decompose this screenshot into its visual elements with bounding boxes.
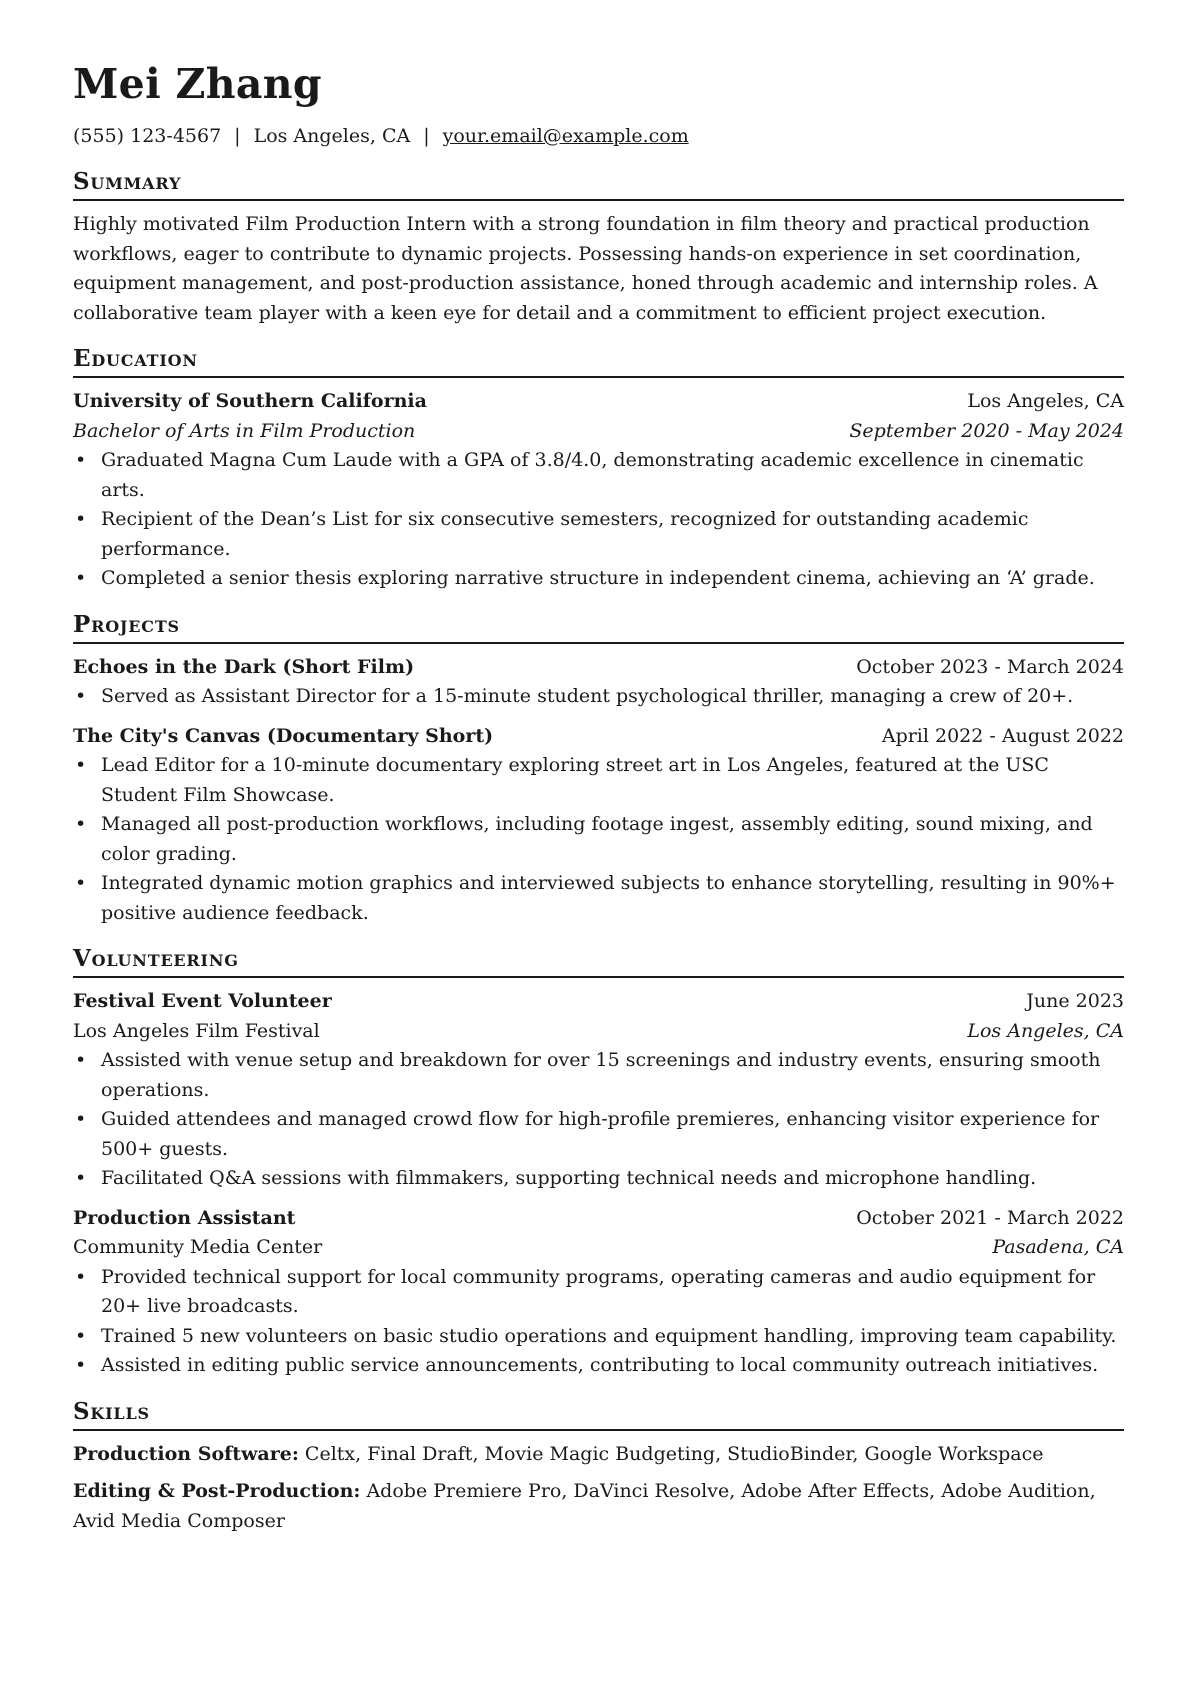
volunteer-title: Production Assistant <box>73 1206 296 1229</box>
list-item: • Recipient of the Dean’s List for six consecutive semesters, recognized for outstanding academic performance. <box>101 505 1124 564</box>
list-item: • Assisted with venue setup and breakdown for over 15 screenings and industry events, ensuring smooth operations. <box>101 1046 1124 1105</box>
education-heading: Education <box>73 344 1124 378</box>
skill-line <box>73 1477 1124 1536</box>
education-location: Los Angeles, CA <box>967 390 1124 412</box>
education-header-row <box>73 387 1124 417</box>
list-item: • Assisted in editing public service announcements, contributing to local community outreach initiatives. <box>101 1351 1124 1381</box>
volunteer-dates: June 2023 <box>1026 990 1124 1012</box>
contact-email-link[interactable]: your.email@example.com <box>442 125 689 147</box>
volunteer-bullets <box>73 1263 1124 1381</box>
volunteer-org-row <box>73 1017 1124 1047</box>
volunteering-heading: Volunteering <box>73 944 1124 978</box>
education-entry <box>73 387 1124 594</box>
volunteer-dates: October 2021 - March 2022 <box>856 1206 1124 1229</box>
project-header-row <box>73 653 1124 683</box>
projects-section <box>73 610 1124 929</box>
project-dates: October 2023 - March 2024 <box>856 655 1124 678</box>
education-bullets <box>73 446 1124 594</box>
skill-label: Editing & Post-Production: <box>73 1480 361 1502</box>
project-title: Echoes in the Dark (Short Film) <box>73 655 415 678</box>
volunteer-header-row <box>73 987 1124 1017</box>
education-dates: September 2020 - May 2024 <box>849 419 1124 442</box>
project-bullets <box>73 682 1124 712</box>
project-header-row <box>73 722 1124 752</box>
volunteering-section <box>73 944 1124 1381</box>
skills-heading: Skills <box>73 1397 1124 1431</box>
list-item: • Managed all post-production workflows, including footage ingest, assembly editing, sound mixing, and color grading. <box>101 810 1124 869</box>
skills-section <box>73 1397 1124 1537</box>
volunteer-entry <box>73 1204 1124 1381</box>
volunteer-title: Festival Event Volunteer <box>73 990 332 1012</box>
volunteer-location: Los Angeles, CA <box>967 1019 1124 1042</box>
summary-heading: Summary <box>73 167 1124 201</box>
project-title: The City's Canvas (Documentary Short) <box>73 724 494 747</box>
list-item: • Served as Assistant Director for a 15-minute student psychological thriller, managing a crew of 20+. <box>101 682 1124 712</box>
resume-page <box>73 58 1124 1536</box>
summary-section <box>73 167 1124 328</box>
resume-name: Mei Zhang <box>73 60 322 108</box>
list-item: • Facilitated Q&A sessions with filmmakers, supporting technical needs and microphone handling. <box>101 1164 1124 1194</box>
contact-line <box>73 122 1124 150</box>
volunteer-entry <box>73 987 1124 1194</box>
project-entry <box>73 722 1124 929</box>
list-item: • Guided attendees and managed crowd flow for high-profile premieres, enhancing visitor experience for 500+ guests. <box>101 1105 1124 1164</box>
volunteer-org: Los Angeles Film Festival <box>73 1019 320 1042</box>
volunteer-location: Pasadena, CA <box>992 1236 1124 1258</box>
skill-line <box>73 1440 1124 1470</box>
list-item: • Lead Editor for a 10-minute documentary exploring street art in Los Angeles, featured at the USC Student Film Showcase. <box>101 751 1124 810</box>
project-entry <box>73 653 1124 712</box>
list-item: • Completed a senior thesis exploring narrative structure in independent cinema, achieving an ‘A’ grade. <box>101 564 1124 594</box>
volunteer-org-row <box>73 1233 1124 1263</box>
education-degree-row <box>73 417 1124 447</box>
skill-value: Adobe Premiere Pro, DaVinci Resolve, Adobe After Effects, Adobe Audition, Avid Media Composer <box>73 1480 1096 1532</box>
volunteer-bullets <box>73 1046 1124 1194</box>
education-degree: Bachelor of Arts in Film Production <box>73 419 416 442</box>
skill-value: Celtx, Final Draft, Movie Magic Budgeting, StudioBinder, Google Workspace <box>304 1442 1044 1465</box>
volunteer-header-row <box>73 1204 1124 1234</box>
list-item: • Graduated Magna Cum Laude with a GPA of 3.8/4.0, demonstrating academic excellence in cinematic arts. <box>101 446 1124 505</box>
volunteer-org: Community Media Center <box>73 1236 323 1258</box>
list-item: • Provided technical support for local community programs, operating cameras and audio equipment for 20+ live broadcasts. <box>101 1263 1124 1322</box>
contact-separator: | <box>423 125 430 147</box>
summary-text: Highly motivated Film Production Intern with a strong foundation in film theory and practical production workflows, eager to contribute to dynamic projects. Possessing hands-on experience in set coordination, equipment management, and post-production assistance, honed through academic and internship roles. A collaborative team player with a keen eye for detail and a commitment to efficient project execution. <box>73 213 1098 324</box>
contact-location: Los Angeles, CA <box>253 125 411 147</box>
contact-separator: | <box>234 125 241 147</box>
skill-label: Production Software: <box>73 1442 299 1465</box>
project-dates: April 2022 - August 2022 <box>881 724 1124 747</box>
contact-phone: (555) 123-4567 <box>73 125 222 147</box>
project-bullets <box>73 751 1124 928</box>
list-item: • Integrated dynamic motion graphics and interviewed subjects to enhance storytelling, resulting in 90%+ positive audience feedback. <box>101 869 1124 928</box>
list-item: • Trained 5 new volunteers on basic studio operations and equipment handling, improving team capability. <box>101 1322 1124 1352</box>
education-section <box>73 344 1124 594</box>
projects-heading: Projects <box>73 610 1124 644</box>
education-school: University of Southern California <box>73 390 427 412</box>
